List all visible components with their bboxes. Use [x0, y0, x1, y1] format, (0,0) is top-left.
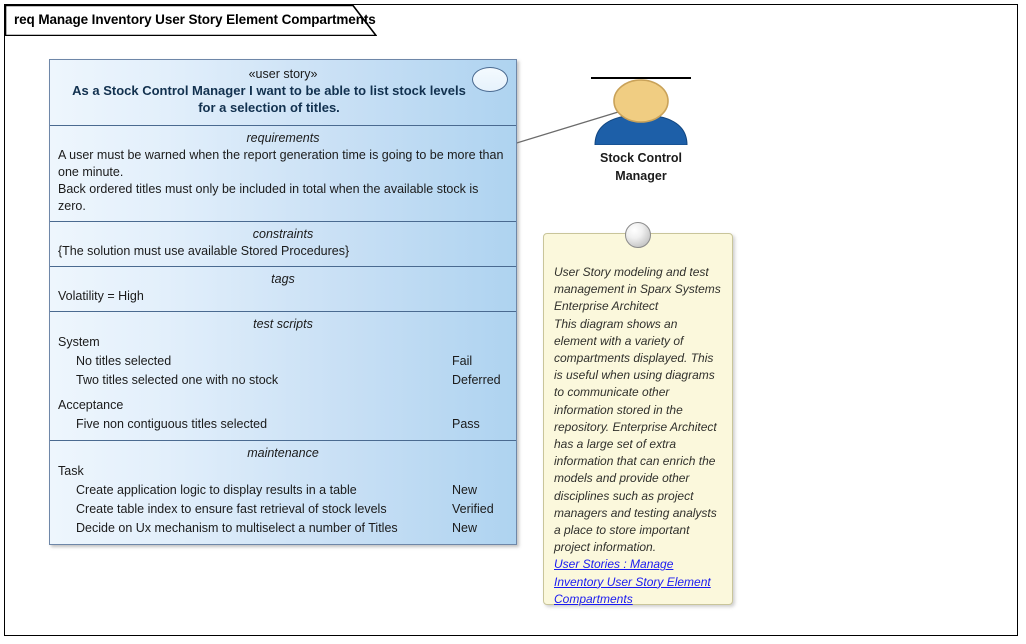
actor-label [573, 149, 709, 185]
compartment-requirements [50, 126, 516, 222]
compartment-title-requirements: requirements [246, 131, 320, 145]
element-name: As a Stock Control Manager I want to be able to list stock levels for a selection of titles. [72, 83, 466, 115]
tag-item: Volatility = High [58, 289, 144, 303]
maintenance-row [58, 519, 508, 538]
maintenance-name: Create application logic to display results in a table [76, 483, 357, 497]
compartment-constraints [50, 222, 516, 267]
compartment-title-tags: tags [271, 272, 295, 286]
maintenance-status: New [452, 521, 478, 535]
requirement-item: Back ordered titles must only be included in total when the available stock is zero. [58, 182, 479, 213]
actor-label-line-1: Stock Control [600, 151, 682, 165]
actor-label-line-2: Manager [615, 169, 667, 183]
maintenance-name: Decide on Ux mechanism to multiselect a number of Titles [76, 521, 398, 535]
element-header [50, 60, 516, 126]
constraint-item: {The solution must use available Stored Procedures} [58, 244, 350, 258]
test-script-name: Five non contiguous titles selected [76, 417, 268, 431]
note-sphere-icon [625, 222, 651, 248]
note-hyperlink[interactable]: User Stories : Manage Inventory User Story Element Compartments [554, 557, 711, 606]
compartment-test-scripts [50, 312, 516, 441]
note-paragraph: User Story modeling and test management in Sparx Systems Enterprise Architect [554, 265, 721, 314]
test-group-label: System [58, 335, 100, 349]
diagram-note[interactable] [543, 233, 733, 605]
test-script-status: Fail [452, 354, 473, 368]
diagram-canvas [4, 4, 1018, 636]
diagram-title: req Manage Inventory User Story Element Compartments [14, 12, 376, 27]
test-script-name: Two titles selected one with no stock [76, 373, 279, 387]
test-script-name: No titles selected [76, 354, 172, 368]
user-story-element[interactable] [49, 59, 517, 545]
maintenance-name: Create table index to ensure fast retrieval of stock levels [76, 502, 387, 516]
compartment-title-maintenance: maintenance [247, 446, 319, 460]
maintenance-status: Verified [452, 502, 494, 516]
test-group-label: Acceptance [58, 398, 124, 412]
compartment-tags [50, 267, 516, 312]
maintenance-row [58, 500, 508, 519]
compartment-title-test-scripts: test scripts [253, 317, 313, 331]
maintenance-row [58, 481, 508, 500]
maintenance-group-label: Task [58, 464, 84, 478]
diagram-frame-tab [5, 5, 377, 36]
compartment-title-constraints: constraints [252, 227, 314, 241]
actor-person-icon [585, 77, 697, 145]
test-script-status: Deferred [452, 373, 501, 387]
maintenance-status: New [452, 483, 478, 497]
test-script-row [58, 352, 508, 371]
use-case-ellipse-icon [472, 67, 508, 92]
test-script-row [58, 371, 508, 390]
compartment-maintenance [50, 441, 516, 544]
element-stereotype: «user story» [248, 67, 318, 81]
requirement-item: A user must be warned when the report generation time is going to be more than one minute. [58, 148, 504, 179]
test-script-row [58, 415, 508, 434]
note-paragraph: This diagram shows an element with a variety of compartments displayed. This is useful when using diagrams to communicate other information stored in the repository. Enterprise Architect has a large set of extra information that can enrich the models and provide other disciplines such as project managers and testing analysts a place to store important project information. [554, 316, 717, 555]
test-script-status: Pass [452, 417, 480, 431]
